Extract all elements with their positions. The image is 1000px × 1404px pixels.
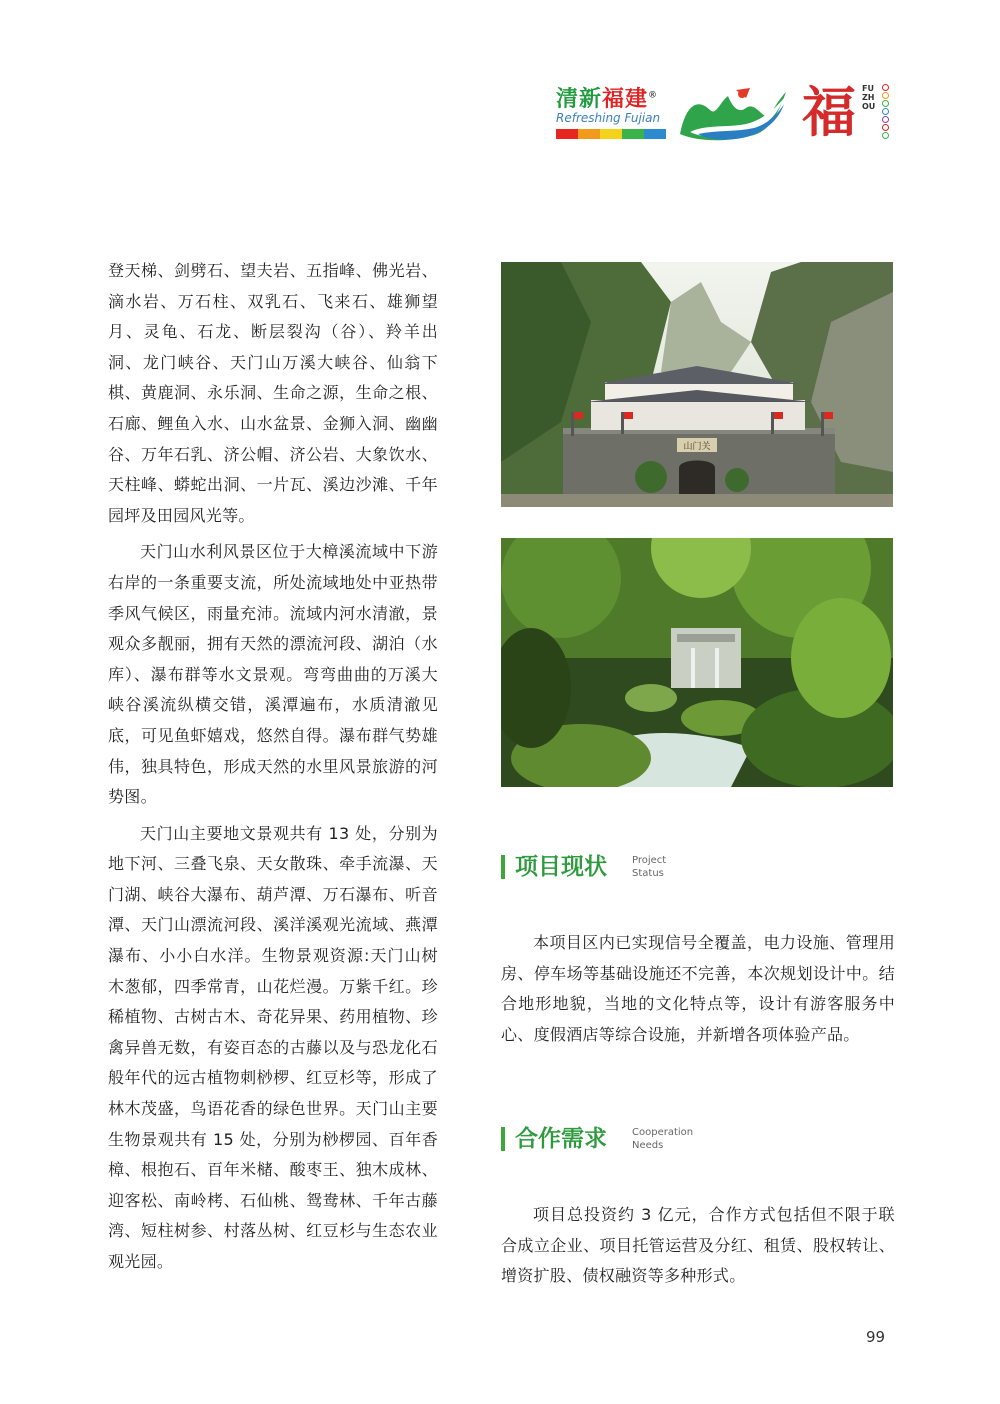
cooperation-needs-title: 合作需求 [515, 1126, 607, 1152]
forest-stream-photo [501, 538, 893, 787]
heading-bar [501, 855, 505, 879]
cooperation-needs-text: 项目总投资约 3 亿元，合作方式包括但不限于联合成立企业、项目托管运营及分红、租赁、股权转让、增资扩股、债权融资等多种形式。 [501, 1205, 895, 1286]
landscape-list-paragraph: 登天梯、剑劈石、望夫岩、五指峰、佛光岩、滴水岩、万石柱、双乳石、飞来石、雄狮望月、灵龟、石龙、断层裂沟（谷）、羚羊出洞、龙门峡谷、天门山万溪大峡谷、仙翁下棋、黄鹿洞、永乐洞、生命之源，生命之根、石廊、鲤鱼入水、山水盆景、金狮入洞、幽幽谷、万年石乳、济公帽、济公岩、大象饮水、天柱峰、蟒蛇出洞、一片瓦、溪边沙滩、千年园坪及田园风光等。 [108, 261, 438, 525]
fujian-logo-brand-left: 清新 [556, 87, 603, 112]
fuzhou-fu-character: 福 [802, 80, 856, 144]
fuzhou-color-dots [882, 84, 890, 140]
left-column [108, 256, 438, 1284]
fuzhou-vertical-text: FUZHOU [862, 84, 876, 111]
cooperation-needs-en-line2: Needs [632, 1140, 664, 1151]
gate-sign-text: 山门关 [683, 442, 711, 452]
project-status-en-line2: Status [632, 868, 664, 879]
cooperation-needs-body [501, 1200, 895, 1292]
landform-biology-paragraph: 天门山主要地文景观共有 13 处，分别为地下河、三叠飞泉、天女散珠、牵手流瀑、天门湖、峡谷大瀑布、葫芦潭、万石瀑布、听音潭、天门山漂流河段、溪洋溪观光流域、燕潭瀑布、小小白水洋。生物景观资源:天门山树木葱郁，四季常青，山花烂漫。万紫千红。珍稀植物、古树古木、奇花异果、药用植物、珍禽异兽无数，有姿百态的古藤以及与恐龙化石般年代的远古植物刺桫椤、红豆杉等，形成了林木茂盛，鸟语花香的绿色世界。天门山主要生物景观共有 15 处，分别为桫椤园、百年香樟、根抱石、百年米槠、酸枣王、独木成林、迎客松、南岭栲、石仙桃、鸳鸯林、千年古藤湾、短柱树参、村落丛树、红豆杉与生态农业观光园。 [108, 823, 438, 1271]
cooperation-needs-en-line1: Cooperation [632, 1127, 694, 1138]
scenic-gate-photo [501, 262, 893, 507]
fujian-tourism-logo [556, 82, 668, 146]
cooperation-needs-en-label [632, 1126, 693, 1152]
mountain-river-logo [676, 84, 788, 146]
fujian-logo-subtitle: Refreshing Fujian [556, 111, 661, 125]
project-status-en-line1: Project [632, 855, 667, 866]
fujian-logo-brand-right: 福建 [602, 87, 649, 112]
registered-mark: ® [648, 90, 659, 101]
fuzhou-logo [798, 80, 898, 150]
fujian-logo-brand [556, 82, 668, 113]
fujian-logo-colorbar [556, 129, 666, 139]
heading-bar [501, 1127, 505, 1151]
water-scenery-paragraph: 天门山水利风景区位于大樟溪流域中下游右岸的一条重要支流，所处流域地处中亚热带季风气候区，雨量充沛。流域内河水清澈，景观众多靓丽，拥有天然的漂流河段、湖泊（水库）、瀑布群等水文景观。弯弯曲曲的万溪大峡谷溪流纵横交错，溪潭遍布，水质清澈见底，可见鱼虾嬉戏，悠然自得。瀑布群气势雄伟，独具特色，形成天然的水里风景旅游的河势图。 [108, 542, 438, 807]
project-status-body [501, 928, 895, 1050]
project-status-en-label [632, 854, 666, 880]
page-number: 99 [866, 1328, 886, 1346]
project-status-title: 项目现状 [515, 854, 607, 880]
project-status-text: 本项目区内已实现信号全覆盖，电力设施、管理用房、停车场等基础设施还不完善，本次规划设计中。结合地形地貌，当地的文化特点等，设计有游客服务中心、度假酒店等综合设施，并新增各项体验产品。 [501, 933, 895, 1044]
